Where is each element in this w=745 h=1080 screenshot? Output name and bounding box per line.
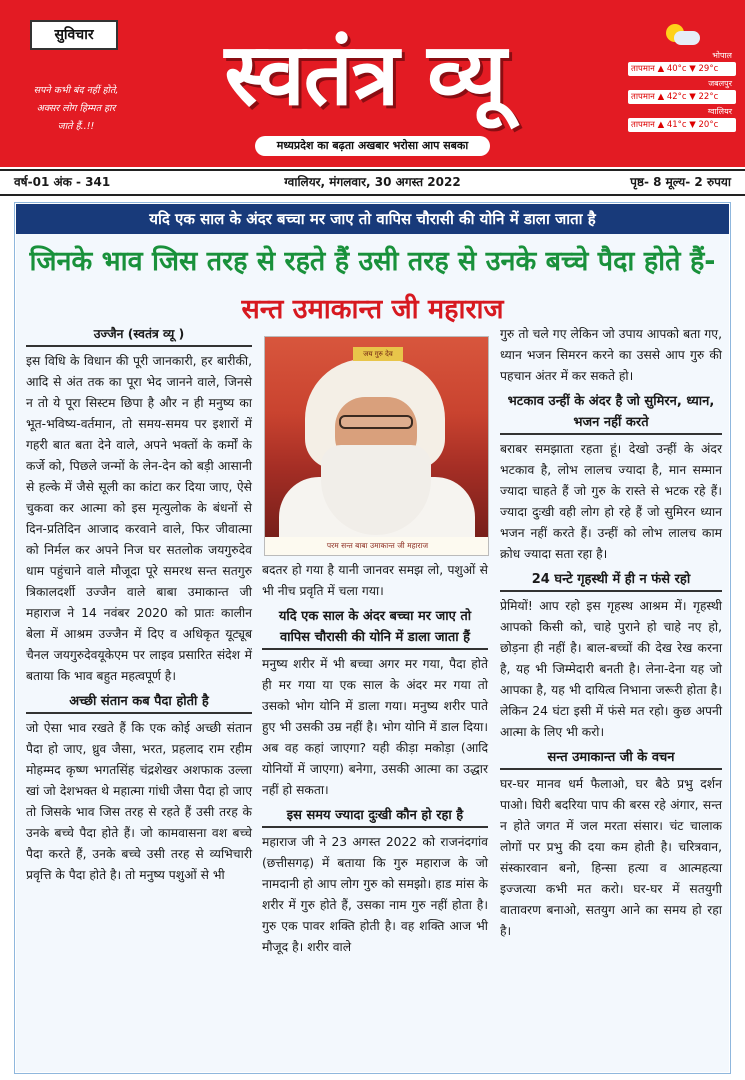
paragraph: महाराज जी ने 23 अगस्त 2022 को राजनंदगांव (छत्तीसगढ़) में बताया कि गुरु महाराज के जो नामदानी हो आप लोग गुरु को समझो। हाड मांस के शरीर में गुरु होते हैं, उसका नाम गुरु नहीं होता है। गुरु एक पावर शक्ति होती है। वह शक्ति आज भी मौजूद है। शरीर वाले — [262, 835, 488, 954]
sun-cloud-icon — [666, 22, 702, 48]
pages-price: पृष्ठ- 8 मूल्य- 2 रुपया — [630, 175, 731, 189]
paragraph: गुरु तो चले गए लेकिन जो उपाय आपको बता गए, ध्यान भजन सिमरन करने का उससे आप गुरु की पहचान अंतर में कर सकते हो। — [500, 327, 722, 383]
paragraph: जो ऐसा भाव रखते हैं कि एक कोई अच्छी संतान पैदा हो जाए, ध्रुव जैसा, भरत, प्रहलाद राम रहीम मोहम्मद कृष्ण भगतसिंह चंद्रशेखर अशफाक उल्ला खां जो देशभक्त थे महात्मा गांधी जैसा पैदा हो जाए तो जिसके भाव जिस तरह से रहते हैं उसी तरह के उनके बच्चे पैदा होते हैं। जो कामवासना वश बच्चे पैदा करते हैं, उनके बच्चे उसी तरह से व्यभिचारी प्रवृत्ति के पैदा होते है। तो मनुष्य पशुओं से भी — [26, 721, 252, 882]
paragraph: घर-घर मानव धर्म फैलाओ, घर बैठे प्रभु दर्शन पाओ। घिरी बदरिया पाप की बरस रहे अंगार, सन्त न होते जगत में जल मरता संसार। चंट चालाक लोगों पर प्रभु की दया कम होती है। चरित्रवान, संस्कारवान बनो, हिन्सा हत्या व आत्महत्या इज्जत्या कभी मत करो। घर-घर में सतयुगी वातावरण बनाओ, सतयुग आने का समय हो रहा है। — [500, 777, 722, 938]
column-2 — [262, 560, 488, 958]
issue-number: वर्ष-01 अंक - 341 — [14, 175, 111, 189]
weather-city: भोपाल — [712, 51, 732, 60]
glasses-shape — [339, 415, 413, 429]
slogan: सपने कभी बंद नहीं होते, अक्सर लोग हिम्मत हार जाते हैं..!! — [33, 85, 119, 132]
weather-row — [628, 50, 736, 76]
paragraph: मनुष्य शरीर में भी बच्चा अगर मर गया, पैदा होते ही मर गया या एक साल के अंदर मर गया तो उसको भोग योनि में डाला गया। मनुष्य शरीर पाते हुए भी उसकी उम्र नहीं है। भोग योनि में डाल दिया। अब वह कहां जाएगा? यही कीड़ा मकोड़ा (आदि योनियों में जाएगा) बनेगा, उसकी आत्मा का उद्धार नहीं हो सकता। — [262, 657, 488, 797]
weather-max: ▲ 42°c — [657, 92, 687, 102]
weather-row — [628, 78, 736, 104]
weather-box — [628, 22, 736, 132]
day-box: सुविचार — [30, 20, 118, 50]
tagline: मध्यप्रदेश का बढ़ता अखबार भरोसा आप सबका — [255, 136, 490, 156]
weather-label: तापमान — [631, 92, 655, 102]
article-band: यदि एक साल के अंदर बच्चा मर जाए तो वापिस चौरासी की योनि में डाला जाता है — [16, 204, 729, 234]
photo-caption: परम सन्त बाबा उमाकान्त जी महाराज — [265, 537, 489, 555]
weather-min: ▼ 20°c — [689, 120, 719, 130]
weather-city: ग्वालियर — [707, 107, 732, 116]
subheading: 24 घन्टे गृहस्थी में ही न फंसे रहो — [500, 569, 722, 592]
headline-red: सन्त उमाकान्त जी महाराज — [241, 294, 504, 325]
photo-tag: जय गुरु देव — [353, 347, 403, 361]
saint-photo — [264, 336, 489, 556]
info-bar — [0, 169, 745, 196]
weather-label: तापमान — [631, 120, 655, 130]
weather-label: तापमान — [631, 64, 655, 74]
headline — [20, 238, 725, 334]
paragraph: प्रेमियों! आप रहो इस गृहस्थ आश्रम में। गृहस्थी आपको किसी को, चाहे पुराने हो चाहे नए हो, छोड़ना ही नहीं है। बाल-बच्चों की देख रेख करना है, यह भी जिम्मेदारी बनती है। लेना-देना यह जो आपका है, यह भी दायित्व निभाना जरूरी होता है। लेकिन 24 घंटा इसी में फंसे मत रहो। कुछ अपनी आत्मा के लिए भी करो। — [500, 599, 722, 739]
newspaper-logo: स्वतंत्र व्यू — [224, 24, 506, 125]
column-3 — [500, 324, 722, 942]
weather-row — [628, 106, 736, 132]
paragraph: इस विधि के विधान की पूरी जानकारी, हर बारीकी, आदि से अंत तक का पूरा भेद जानने वाले, जिनसे न तो ये पूरा सिस्टम छिपा है और न ही मनुष्य का भूत-भविष्य-वर्तमान, तो समय-समय पर इशारों में गहरी बात बता देने वाले, अपने भक्तों के कर्मों के कर्जे को, पिछले जन्मों के लेन-देन को बड़ी आसानी से हल्के में जैसे सूली का कांटा कर दिया जाए, ऐसे चुकवा कर आत्मा को इस मृत्युलोक के बंधनों से दिन-प्रतिदिन आजाद करवाने वाले, फिर जीवात्मा को निर्मल कर अपने निज घर सतलोक जयगुरुदेव धाम पहुंचाने वाले मौजूदा पूरे समरथ सन्त सतगुरु त्रिकालदर्शी उज्जैन वाले बाबा उमाकान्त जी महाराज ने 14 नवंबर 2020 को प्रातः कालीन बेला में आश्रम उज्जैन में दिए व अधिकृत यूट्यूब चैनल जयगुरुदेवयूकेएम पर लाइव प्रसारित संदेश में बताया कि भाव बहुत महत्वपूर्ण है। — [26, 354, 252, 683]
paragraph: बदतर हो गया है यानी जानवर समझ लो, पशुओं से भी नीच प्रवृति में चला गया। — [262, 563, 488, 598]
weather-min: ▼ 22°c — [689, 92, 719, 102]
subheading: सन्त उमाकान्त जी के वचन — [500, 747, 722, 770]
subheading: अच्छी संतान कब पैदा होती है — [26, 691, 252, 714]
weather-temp — [628, 62, 736, 76]
weather-max: ▲ 40°c — [657, 64, 687, 74]
subheading: यदि एक साल के अंदर बच्चा मर जाए तो वापिस चौरासी की योनि में डाला जाता हैं — [262, 606, 488, 650]
subheading: भटकाव उन्हीं के अंदर है जो सुमिरन, ध्यान, भजन नहीं करते — [500, 391, 722, 435]
byline: उज्जैन (स्वतंत्र व्यू ) — [26, 324, 252, 347]
headline-green: जिनके भाव जिस तरह से रहते हैं उसी तरह से उनके बच्चे पैदा होते हैं- — [29, 246, 716, 277]
weather-max: ▲ 41°c — [657, 120, 687, 130]
weather-temp — [628, 118, 736, 132]
dateline: ग्वालियर, मंगलवार, 30 अगस्त 2022 — [284, 175, 461, 189]
subheading: इस समय ज्यादा दुःखी कौन हो रहा है — [262, 805, 488, 828]
weather-temp — [628, 90, 736, 104]
paragraph: बराबर समझाता रहता हूं। देखो उन्हीं के अंदर भटकाव है, लोभ लालच ज्यादा है, मान सम्मान ज्यादा चाहते हैं जो गुरु के रास्ते से भटक रहे हैं। ज्यादा दुःखी वही लोग हो रहे हैं जो सुमिरन ध्यान भजन नहीं करते हैं। उन्हीं को लोभ लालच काम क्रोध ज्यादा सता रहा है। — [500, 442, 722, 561]
column-1 — [26, 324, 252, 886]
weather-min: ▼ 29°c — [689, 64, 719, 74]
masthead — [0, 0, 745, 167]
weather-city: जबलपुर — [708, 79, 732, 88]
